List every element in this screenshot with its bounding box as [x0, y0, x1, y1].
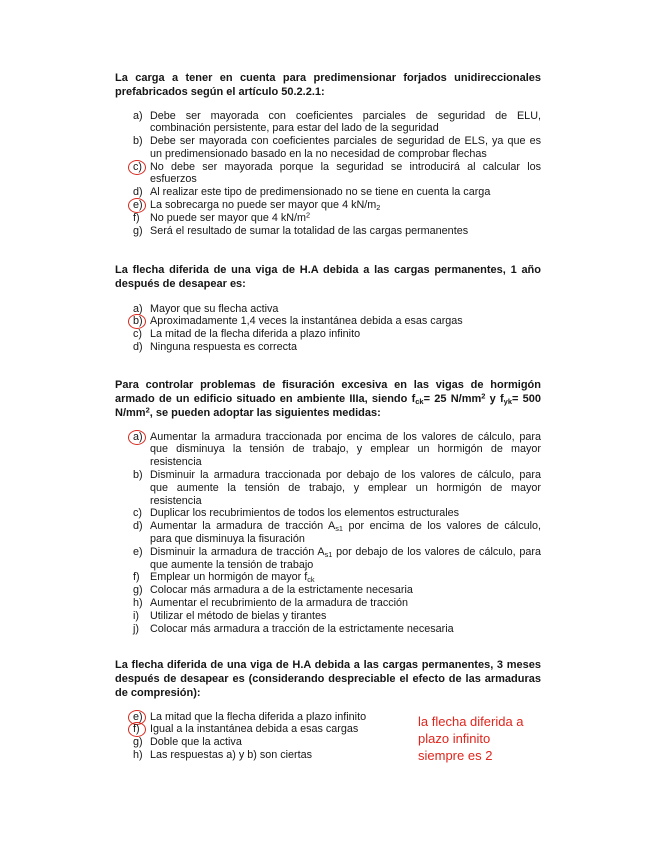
option-text-line: Las respuestas a) y b) son ciertas: [150, 748, 313, 761]
option-letter: e): [133, 199, 143, 212]
option-text-line: para que disminuya la fisuración: [150, 532, 305, 545]
superscript: 2: [306, 210, 311, 220]
subscript: yk: [503, 396, 512, 406]
option-text-line: No debe ser mayorada porque la seguridad se introducirá al calcular los: [150, 160, 541, 173]
subscript: 2: [376, 202, 381, 212]
option-letter: c): [133, 328, 142, 341]
option-text-line: Debe ser mayorada con coeficientes parciales de seguridad de ELU,: [150, 109, 541, 122]
superscript: 2: [481, 391, 486, 401]
stem-line: La carga a tener en cuenta para predimensionar forjados unidireccionales: [115, 72, 541, 84]
text-run: , se pueden adoptar las siguientes medidas:: [149, 407, 381, 419]
option-text-line: Doble que la activa: [150, 736, 242, 749]
option-text-line: que disminuya la tensión de trabajo, y emplear un hormigón de mayor: [150, 443, 541, 456]
option-text-line: [150, 571, 541, 584]
option-letter: b): [133, 135, 143, 148]
option-letter: b): [133, 315, 143, 328]
option-f: [115, 212, 541, 225]
option-letter: f): [133, 211, 140, 224]
option-a: [115, 431, 541, 469]
option-d: [115, 186, 541, 199]
stem-line: La flecha diferida de una viga de H.A debida a las cargas permanentes, 1 año: [115, 264, 541, 276]
option-text-line: [150, 520, 541, 533]
stem-line: después de desapear es (considerando despreciable el efecto de las armaduras: [115, 673, 541, 685]
stem-line: Para controlar problemas de fisuración excesiva en las vigas de hormigón: [115, 379, 541, 391]
option-text-line: [150, 212, 541, 225]
option-letter: e): [133, 545, 143, 558]
option-text-line: Utilizar el método de bielas y tirantes: [150, 609, 327, 622]
option-letter: d): [133, 340, 143, 353]
option-g: [115, 225, 541, 238]
option-text-line: combinación persistente, para estar del lado de la seguridad: [150, 122, 439, 135]
option-d: [115, 520, 541, 546]
option-g: [115, 584, 541, 597]
stem-line: de compresión):: [115, 687, 201, 699]
question-stem: [115, 658, 541, 700]
option-text-line: Disminuir la armadura traccionada por debajo de los valores de cálculo, para: [150, 468, 541, 481]
option-text-line: Colocar más armadura a de la estrictamente necesaria: [150, 584, 413, 597]
text-run: armado de un edificio situado en ambiente IIIa, siendo f: [115, 393, 416, 405]
subscript: ck: [415, 396, 424, 406]
text-run: No puede ser mayor que 4 kN/m: [150, 211, 307, 224]
option-b: [115, 135, 541, 161]
annotation-line: plazo infinito: [418, 730, 491, 746]
option-j: [115, 623, 541, 636]
option-h: [115, 597, 541, 610]
superscript: 2: [145, 405, 150, 415]
subscript: s1: [335, 524, 343, 533]
text-run: Aumentar la armadura de tracción A: [150, 520, 336, 533]
text-run: por debajo de los valores de cálculo, para: [332, 545, 541, 558]
option-letter: b): [133, 468, 143, 481]
option-text-line: Colocar más armadura a tracción de la estrictamente necesaria: [150, 622, 454, 635]
option-letter: f): [133, 571, 140, 584]
question-stem: [115, 378, 541, 420]
text-run: = 25 N/mm: [423, 393, 482, 405]
option-a: [115, 303, 541, 316]
text-run: = 500: [511, 393, 541, 405]
option-text-line: Aumentar la armadura traccionada por encima de los valores de cálculo, para: [150, 430, 541, 443]
option-letter: c): [133, 507, 142, 520]
stem-line: después de desapear es:: [115, 278, 246, 290]
option-text-line: Aumentar el recubrimiento de la armadura de tracción: [150, 596, 409, 609]
text-run: N/mm: [115, 407, 146, 419]
red-annotation-note: [418, 713, 524, 764]
annotation-line: la flecha diferida a: [418, 713, 524, 729]
option-text-line: La mitad de la flecha diferida a plazo infinito: [150, 328, 361, 341]
stem-line: La flecha diferida de una viga de H.A debida a las cargas permanentes, 3 meses: [115, 659, 541, 671]
option-c: [115, 328, 541, 341]
subscript: ck: [307, 575, 315, 585]
option-text-line: Igual a la instantánea debida a esas cargas: [150, 723, 359, 736]
option-text-line: esfuerzos: [150, 173, 197, 186]
option-text-line: Duplicar los recubrimientos de todos los elementos estructurales: [150, 507, 460, 520]
option-text-line: La mitad que la flecha diferida a plazo infinito: [150, 710, 367, 723]
option-text-line: que aumente la tensión de trabajo: [150, 558, 314, 571]
option-text-line: [150, 199, 541, 212]
option-text-line: que aumente la tensión de trabajo, y emplear un hormigón de mayor: [150, 481, 541, 494]
option-d: [115, 341, 541, 354]
option-letter: e): [133, 710, 143, 723]
option-letter: a): [133, 109, 143, 122]
option-letter: a): [133, 430, 143, 443]
answer-options: [115, 303, 541, 354]
option-text-line: [150, 546, 541, 559]
option-text-line: Aproximadamente 1,4 veces la instantánea debida a esas cargas: [150, 315, 463, 328]
text-run: Emplear un hormigón de mayor f: [150, 571, 308, 584]
text-run: La sobrecarga no puede ser mayor que 4 kN/m: [150, 199, 377, 212]
text-run: Disminuir la armadura de tracción A: [150, 545, 325, 558]
option-letter: h): [133, 748, 143, 761]
question-stem: [115, 71, 541, 99]
option-f: [115, 571, 541, 584]
text-run: y f: [485, 393, 504, 405]
subscript: s1: [324, 549, 333, 559]
stem-line: [115, 392, 541, 406]
option-letter: g): [133, 584, 143, 597]
stem-line: [115, 406, 541, 420]
option-letter: g): [133, 736, 143, 749]
option-letter: f): [133, 723, 140, 736]
option-text-line: Al realizar este tipo de predimensionado no se tiene en cuenta la carga: [150, 186, 491, 199]
option-e: [115, 546, 541, 572]
option-text-line: Mayor que su flecha activa: [150, 302, 279, 315]
option-letter: d): [133, 186, 143, 199]
option-text-line: resistencia: [150, 456, 202, 469]
option-letter: g): [133, 224, 143, 237]
option-letter: h): [133, 596, 143, 609]
option-b: [115, 469, 541, 507]
option-text-line: resistencia: [150, 494, 202, 507]
option-letter: c): [133, 160, 142, 173]
option-letter: a): [133, 302, 143, 315]
answer-options: [115, 110, 541, 238]
annotation-line: siempre es 2: [418, 747, 493, 763]
text-run: por encima de los valores de cálculo,: [343, 520, 541, 533]
question-stem: [115, 263, 541, 291]
option-b: [115, 315, 541, 328]
option-text-line: Debe ser mayorada con coeficientes parciales de seguridad de ELS, ya que es: [150, 135, 541, 148]
answer-options: [115, 431, 541, 636]
option-c: [115, 507, 541, 520]
stem-line: prefabricados según el artículo 50.2.2.1:: [115, 86, 325, 98]
option-letter: j): [133, 622, 139, 635]
option-letter: i): [133, 609, 139, 622]
option-a: [115, 110, 541, 136]
option-i: [115, 610, 541, 623]
option-letter: d): [133, 520, 143, 533]
option-e: [115, 199, 541, 212]
option-text-line: Será el resultado de sumar la totalidad de las cargas permanentes: [150, 224, 469, 237]
option-c: [115, 161, 541, 187]
option-text-line: Ninguna respuesta es correcta: [150, 340, 298, 353]
option-text-line: un predimensionado basado en la no necesidad de comprobar flechas: [150, 147, 487, 160]
